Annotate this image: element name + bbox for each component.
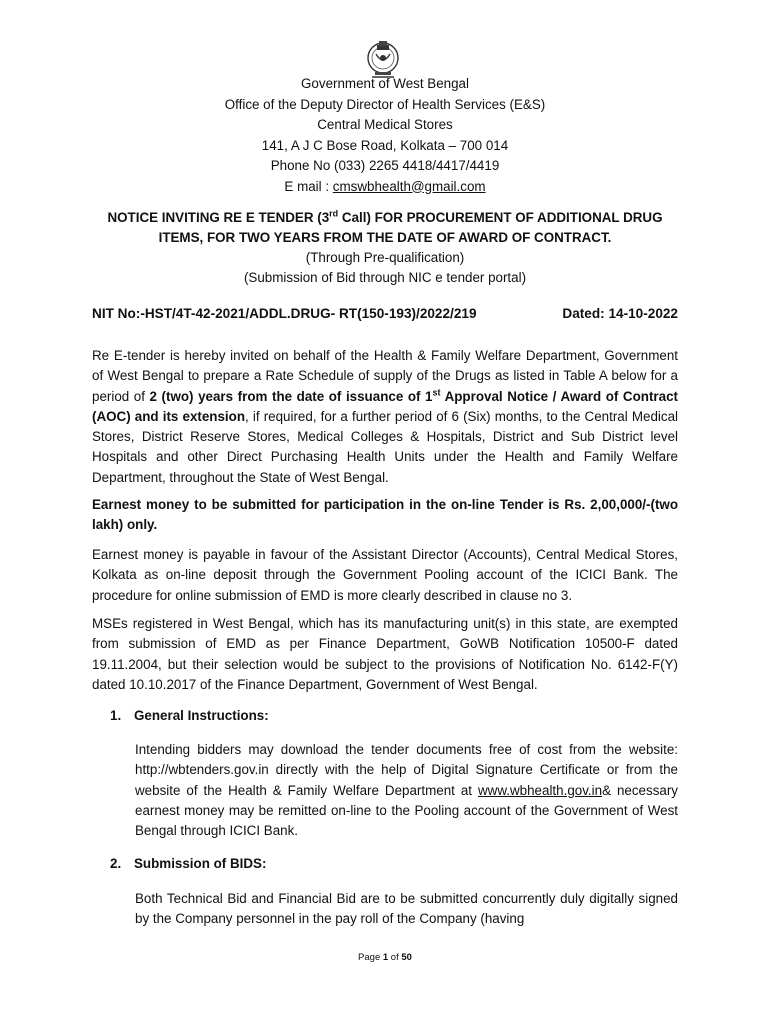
- general-instructions-text: [135, 740, 678, 841]
- address: 141, A J C Bose Road, Kolkata – 700 014: [261, 137, 509, 153]
- section-title: Submission of BIDS:: [134, 856, 267, 871]
- section-title: General Instructions:: [134, 708, 269, 723]
- earnest-money-paragraph: Earnest money to be submitted for participation in the on-line Tender is Rs. 2,00,000/-(two lakh) only.: [92, 497, 678, 533]
- notice-title: [92, 208, 678, 248]
- nit-number: NIT No:-HST/4T-42-2021/ADDL.DRUG- RT(150-193)/2022/219: [92, 306, 477, 321]
- title-part-a: NOTICE INVITING RE E TENDER (3: [107, 210, 330, 225]
- mse-paragraph: MSEs registered in West Bengal, which has its manufacturing unit(s) in this state, are exempted from submission of EMD as per Finance Department, GoWB Notification 10500-F dated 19.11.2004, but their selection would be subject to the provisions of Notification No. 6142-F(Y) dated 10.10.2017 of the Finance Department, Government of West Bengal.: [92, 616, 678, 692]
- nit-date: Dated: 14-10-2022: [562, 306, 678, 321]
- page-footer: [0, 952, 770, 963]
- general-text-a: Intending bidders may download the tender documents free of cost from the website: http://wbtenders.gov.in directly with the help of Digital Signature Certificate or from the website of the Health & Family Welfare Department at: [135, 742, 678, 798]
- title-part-b: Call) FOR PROCUREMENT OF ADDITIONAL DRUG ITEMS, FOR TWO YEARS FROM THE DATE OF AWARD OF CONTRACT.: [158, 210, 663, 245]
- intro-text-d: , if required, for a further period of 6 (Six) months, to the Central Medical Stores, District Reserve Stores, Medical Colleges & Hospitals, District and Sub District level Hospitals and other Direct Purchasing Health Units under the Health and Family Welfare Department, throughout the State of West Bengal.: [92, 408, 678, 485]
- payment-paragraph: Earnest money is payable in favour of the Assistant Director (Accounts), Central Medical Stores, Kolkata as on-line deposit through the Government Pooling account of the ICICI Bank. The procedure for online submission of EMD is more clearly described in clause no 3.: [92, 547, 678, 603]
- footer-of-label: of: [388, 952, 402, 963]
- notice-subtitle-2: (Submission of Bid through NIC e tender portal): [243, 270, 527, 285]
- notice-title-block: [92, 208, 678, 288]
- intro-text-a: Re E-tender is hereby invited on behalf of the Health & Family Welfare Department, Government of West Bengal to prepare a Rate Schedule of supply of the Drugs as listed in Table A below for a period of: [92, 348, 678, 404]
- office-name: Office of the Deputy Director of Health Services (E&S): [224, 96, 546, 112]
- section-heading-general: [110, 708, 678, 723]
- government-name: Government of West Bengal: [301, 76, 469, 91]
- title-sup: rd: [329, 208, 339, 219]
- section-number: 2.: [110, 856, 122, 871]
- footer-page-label: Page: [358, 952, 383, 963]
- intro-bold-text-2: Approval Notice / Award of Contract (AOC) and its extension: [92, 388, 678, 424]
- email-link[interactable]: cmswbhealth@gmail.com: [332, 178, 486, 194]
- bids-text: Both Technical Bid and Financial Bid are to be submitted concurrently duly digitally signed by the Company personnel in the pay roll of the Company (having: [135, 891, 678, 927]
- notice-subtitle-1: (Through Pre-qualification): [305, 250, 465, 265]
- footer-total-pages: 50: [401, 952, 412, 963]
- office-header: [92, 74, 678, 197]
- phone: Phone No (033) 2265 4418/4417/4419: [270, 158, 500, 173]
- wbhealth-link[interactable]: www.wbhealth.gov.in: [478, 782, 603, 798]
- intro-paragraph: [92, 346, 678, 488]
- stores-name: Central Medical Stores: [317, 117, 453, 132]
- section-heading-bids: [110, 856, 678, 871]
- email-line: [92, 177, 678, 198]
- nit-line: [92, 306, 678, 321]
- footer-page-number: 1: [382, 952, 389, 963]
- section-number: 1.: [110, 708, 122, 723]
- intro-sup: st: [432, 387, 441, 398]
- general-text-b: & necessary earnest money may be remitted on-line to the Pooling account of the Government of West Bengal through ICICI Bank.: [135, 782, 678, 839]
- intro-bold-text: 2 (two) years from the date of issuance of 1: [149, 388, 433, 404]
- email-label: E mail :: [284, 178, 333, 194]
